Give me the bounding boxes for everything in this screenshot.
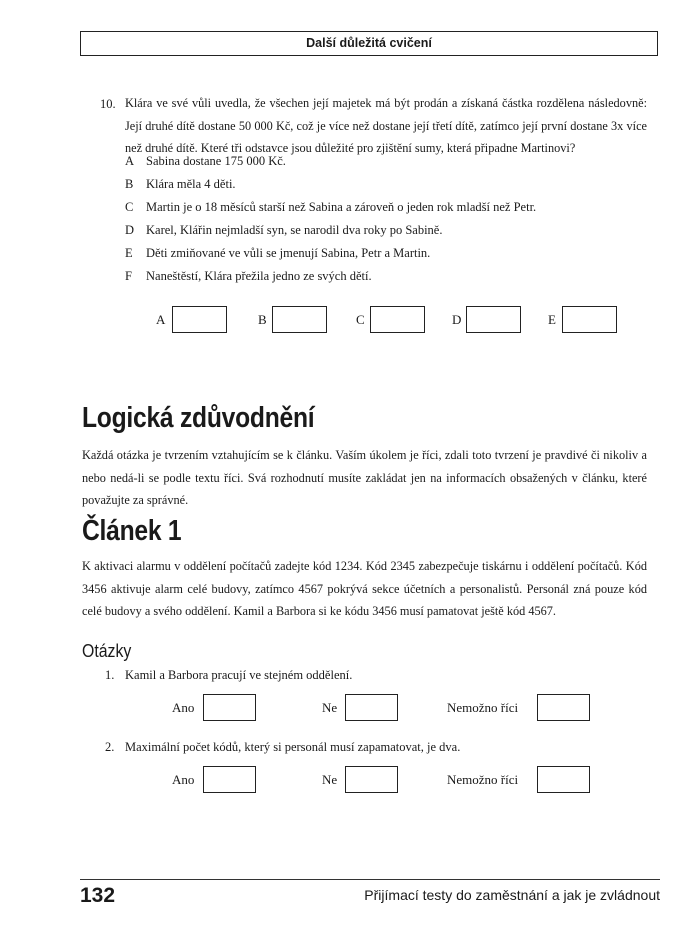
question-text: Kamil a Barbora pracují ve stejném oddělení. (125, 668, 353, 682)
running-header: Další důležitá cvičení (80, 31, 658, 56)
article-text: K aktivaci alarmu v oddělení počítačů zadejte kód 1234. Kód 2345 zabezpečuje tiskárnu i oddělení počítačů. Kód 3456 aktivuje alarm celé budovy, zatímco 4567 pokrývá sekce účetních a personalistů. Personál zná pouze kód celé budovy a svého oddělení. Kamil a Barbora si ke kódu 3456 musí pamatovat ještě kód 4567. (82, 559, 647, 618)
answer-box-nemozno-rici[interactable] (537, 694, 590, 721)
choice-label: Ne (322, 700, 338, 715)
option-text: Naneštěstí, Klára přežila jedno ze svých dětí. (146, 269, 372, 283)
answer-box-e[interactable] (562, 306, 617, 333)
option-text: Děti zmiňované ve vůli se jmenují Sabina, Petr a Martin. (146, 246, 431, 260)
choice-label: Nemožno říci (447, 700, 519, 715)
book-title: Přijímací testy do zaměstnání a jak je zvládnout (364, 887, 660, 903)
answer-box-d[interactable] (466, 306, 521, 333)
option-text: Klára měla 4 děti. (146, 177, 236, 191)
section-intro: Každá otázka je tvrzením vztahujícím se k článku. Vaším úkolem je říci, zdali toto tvrzení je pravdivé či nikoliv a nebo nedá-li se podle textu říci. Svá rozhodnutí musíte zakládat jen na informacích obsažených v článku, které považujte za správné. (82, 448, 647, 507)
option-letter: A (125, 154, 135, 168)
choice-label: Ne (322, 772, 338, 787)
page-number: 132 (80, 884, 116, 907)
option-letter: D (125, 223, 135, 237)
article-title: Článek 1 (82, 515, 182, 547)
answer-box-ne[interactable] (345, 694, 398, 721)
answer-label: D (452, 312, 462, 327)
answer-label: E (548, 312, 556, 327)
answer-label: A (156, 312, 166, 327)
option-text: Martin je o 18 měsíců starší než Sabina a zároveň o jeden rok mladší než Petr. (146, 200, 537, 214)
answer-box-ano[interactable] (203, 694, 256, 721)
answer-label: B (258, 312, 267, 327)
answer-box-ne[interactable] (345, 766, 398, 793)
answer-box-c[interactable] (370, 306, 425, 333)
answer-box-b[interactable] (272, 306, 327, 333)
option-text: Sabina dostane 175 000 Kč. (146, 154, 286, 168)
questions-title: Otázky (82, 641, 132, 661)
option-letter: B (125, 177, 134, 191)
answer-box-nemozno-rici[interactable] (537, 766, 590, 793)
choice-label: Ano (172, 700, 195, 715)
answer-label: C (356, 312, 365, 327)
option-letter: F (125, 269, 132, 283)
option-text: Karel, Klářin nejmladší syn, se narodil dva roky po Sabině. (146, 223, 443, 237)
question-number: 2. (105, 740, 115, 754)
footer-rule (80, 879, 660, 880)
option-letter: E (125, 246, 133, 260)
choice-label: Ano (172, 772, 195, 787)
question-number: 10. (100, 97, 116, 111)
option-letter: C (125, 200, 134, 214)
answer-box-ano[interactable] (203, 766, 256, 793)
question-text: Klára ve své vůli uvedla, že všechen její majetek má být prodán a získaná částka rozdělena následovně: Její druhé dítě dostane 50 000 Kč, což je více než dostane její třetí dítě, zatímco její první dostane 3x více než druhé dítě. Které tři odstavce jsou důležité pro zjištění sumy, která připadne Martinovi? (125, 96, 647, 155)
answer-box-a[interactable] (172, 306, 227, 333)
section-title: Logická zdůvodnění (82, 402, 315, 434)
question-text: Maximální počet kódů, který si personál musí zapamatovat, je dva. (125, 740, 461, 754)
question-number: 1. (105, 668, 115, 682)
choice-label: Nemožno říci (447, 772, 519, 787)
